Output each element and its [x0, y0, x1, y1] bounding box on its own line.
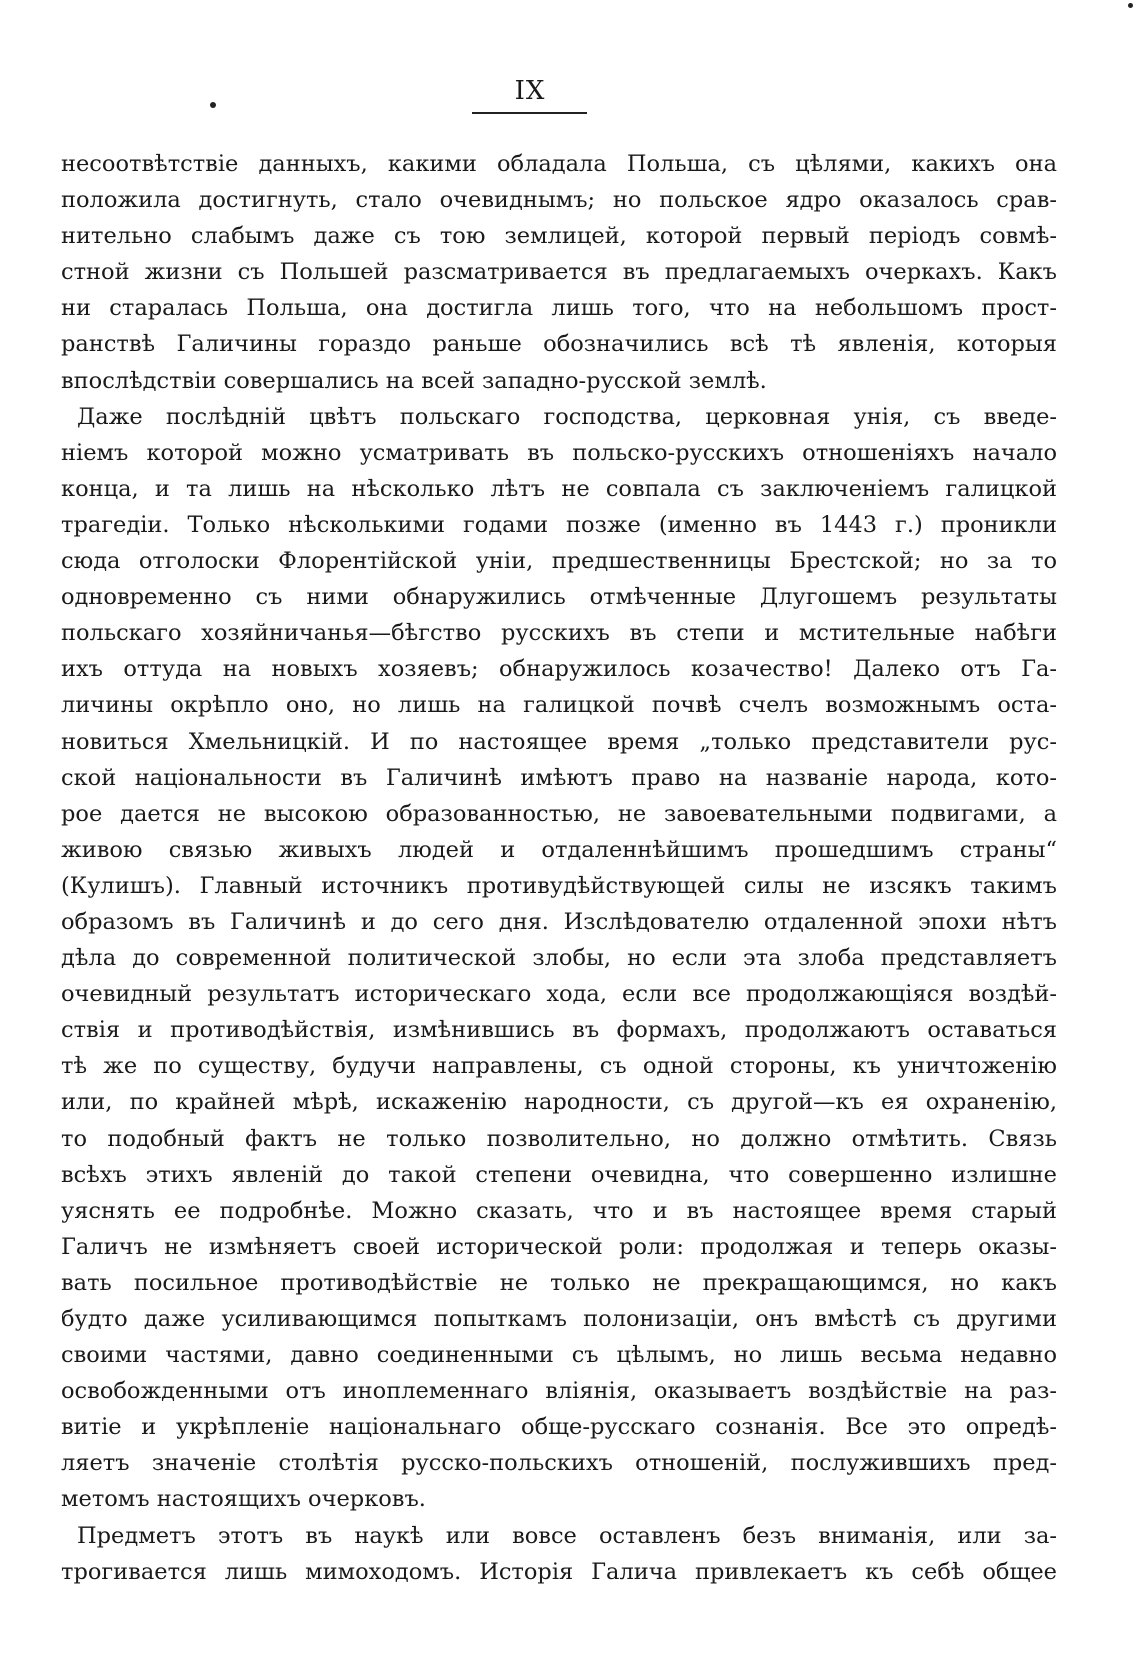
text-line: трогивается лишь мимоходомъ. Исторія Галича привлекаетъ къ себѣ общее: [61, 1558, 1057, 1585]
text-line: вать посильное противодѣйствіе не только не прекращающимся, но какъ: [61, 1269, 1057, 1296]
page-number-rule: [472, 112, 587, 114]
text-line: то подобный фактъ не только позволительно, но должно отмѣтить. Связь: [61, 1125, 1057, 1152]
text-line: своими частями, давно соединенными съ цѣлымъ, но лишь весьма недавно: [61, 1342, 1057, 1369]
text-line: живою связью живыхъ людей и отдаленнѣйшимъ прошедшимъ страны“: [61, 836, 1057, 863]
text-line: польскаго хозяйничанья—бѣгство русскихъ въ степи и мстительные набѣги: [61, 620, 1057, 647]
text-line: витіе и укрѣпленіе національнаго обще-русскаго сознанія. Все это опредѣ-: [61, 1414, 1057, 1441]
text-line: будто даже усиливающимся попыткамъ полонизаціи, онъ вмѣстѣ съ другими: [61, 1306, 1057, 1332]
page-number: IX: [514, 76, 546, 106]
text-line: ихъ оттуда на новыхъ хозяевъ; обнаружилось козачество! Далеко отъ Га-: [61, 656, 1057, 683]
text-line: впослѣдствіи совершались на всей западно-русской землѣ.: [61, 367, 767, 394]
text-line: положила достигнуть, стало очевиднымъ; но польское ядро оказалось срав-: [61, 187, 1057, 214]
text-line: несоотвѣтствіе данныхъ, какими обладала Польша, съ цѣлями, какихъ она: [61, 151, 1057, 177]
text-line: образомъ въ Галичинѣ и до сего дня. Изслѣдователю отдаленной эпохи нѣтъ: [61, 908, 1057, 935]
text-line: дѣла до современной политической злобы, но если эта злоба представляетъ: [61, 945, 1057, 972]
text-line: тѣ же по существу, будучи направлены, съ одной стороны, къ уничтоженію: [61, 1053, 1057, 1080]
text-line: новиться Хмельницкій. И по настоящее время „только представители рус-: [61, 728, 1057, 755]
text-line: Предметъ этотъ въ наукѣ или вовсе оставленъ безъ вниманія, или за-: [77, 1522, 1057, 1549]
text-line: всѣхъ этихъ явленій до такой степени очевидна, что совершенно излишне: [61, 1161, 1057, 1188]
text-line: личины окрѣпло оно, но лишь на галицкой почвѣ счелъ возможнымъ оста-: [61, 692, 1057, 719]
text-line: очевидный результатъ историческаго хода, если все продолжающіяся воздѣй-: [61, 981, 1057, 1008]
text-line: сюда отголоски Флорентійской уніи, предшественницы Брестской; но за то: [61, 548, 1057, 575]
text-line: освобожденными отъ иноплеменнаго вліянія, оказываетъ воздѣйствіе на раз-: [61, 1378, 1057, 1405]
text-line: уяснять ее подробнѣе. Можно сказать, что и въ настоящее время старый: [61, 1197, 1057, 1224]
text-line: ляетъ значеніе столѣтія русско-польскихъ отношеній, послужившихъ пред-: [61, 1450, 1057, 1477]
body-text: [61, 146, 1057, 1590]
text-line: ніемъ которой можно усматривать въ польско-русскихъ отношеніяхъ начало: [61, 439, 1057, 466]
text-line: стной жизни съ Польшей разсматривается въ предлагаемыхъ очеркахъ. Какъ: [61, 259, 1057, 286]
text-line: Даже послѣдній цвѣтъ польскаго господства, церковная унія, съ введе-: [77, 403, 1057, 430]
text-line: рое дается не высокою образованностью, не завоевательными подвигами, а: [61, 800, 1057, 827]
text-line: конца, и та лишь на нѣсколько лѣтъ не совпала съ заключеніемъ галицкой: [61, 475, 1057, 502]
text-line: ствія и противодѣйствія, измѣнившись въ формахъ, продолжаютъ оставаться: [61, 1017, 1057, 1044]
text-line: ской національности въ Галичинѣ имѣютъ право на названіе народа, кото-: [61, 764, 1057, 791]
ink-speck: [210, 102, 216, 108]
text-line: одновременно съ ними обнаружились отмѣченные Длугошемъ результаты: [61, 584, 1057, 611]
text-line: трагедіи. Только нѣсколькими годами позже (именно въ 1443 г.) проникли: [61, 511, 1057, 538]
text-line: нительно слабымъ даже съ тою землицей, которой первый періодъ совмѣ-: [61, 223, 1057, 250]
text-line: метомъ настоящихъ очерковъ.: [61, 1486, 426, 1513]
text-line: или, по крайней мѣрѣ, искаженію народности, съ другой—къ ея охраненію,: [61, 1089, 1057, 1116]
ink-speck: [1128, 3, 1133, 8]
text-line: ранствѣ Галичины гораздо раньше обозначились всѣ тѣ явленія, которыя: [61, 331, 1057, 358]
text-line: (Кулишъ). Главный источникъ противудѣйствующей силы не изсякъ такимъ: [61, 872, 1057, 899]
text-line: ни старалась Польша, она достигла лишь того, что на небольшомъ прост-: [61, 295, 1057, 322]
text-line: Галичъ не измѣняетъ своей исторической роли: продолжая и теперь оказы-: [61, 1233, 1057, 1260]
